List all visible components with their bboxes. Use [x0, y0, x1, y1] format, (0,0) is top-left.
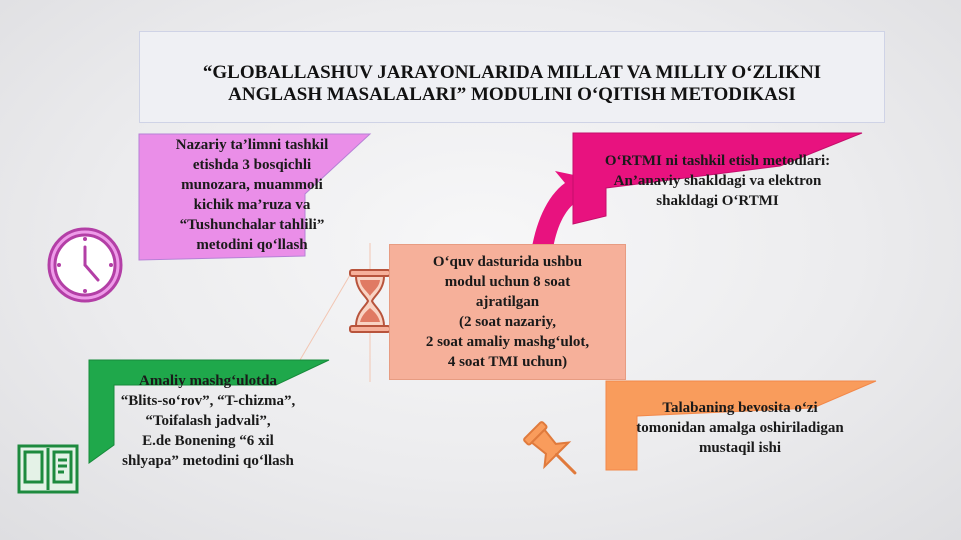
text-line: munozara, muammoli: [181, 177, 323, 193]
title-line-1: “GLOBALLASHUV JARAYONLARIDA MILLAT VA MILLIY O‘ZLIKNI: [202, 62, 822, 83]
text-line: “Tushunchalar tahlili”: [179, 217, 325, 233]
text-line: Nazariy ta’limni tashkil: [175, 137, 329, 153]
text-line: metodini qo‘llash: [196, 237, 308, 253]
text-line: O‘quv dasturida ushbu: [432, 254, 583, 270]
hourglass-icon: [348, 268, 392, 334]
text-line: 2 soat amaliy mashg‘ulot,: [425, 334, 590, 350]
center-text: [426, 252, 589, 372]
text-line: O‘RTMI ni tashkil etish metodlari:: [604, 153, 831, 169]
text-line: shlyapa” metodini qo‘llash: [122, 453, 294, 469]
text-line: Amaliy mashg‘ulotda: [139, 373, 277, 389]
bottom-right-text: [605, 398, 875, 458]
text-line: etishda 3 bosqichli: [192, 157, 312, 173]
text-line: tomonidan amalga oshiriladigan: [636, 420, 844, 436]
text-line: Talabaning bevosita o‘zi: [662, 400, 818, 416]
text-line: 4 soat TMI uchun): [447, 354, 568, 370]
text-line: modul uchun 8 soat: [444, 274, 571, 290]
bottom-left-text: [98, 371, 318, 471]
title-line-2: ANGLASH MASALALARI” MODULINI O‘QITISH METODIKASI: [228, 84, 796, 105]
book-icon: [17, 444, 81, 496]
text-line: kichik ma’ruza va: [193, 197, 311, 213]
text-line: “Blits-so‘rov”, “T-chizma”,: [120, 393, 296, 409]
pushpin-icon: [518, 416, 588, 486]
text-line: An’anaviy shakldagi va elektron: [613, 173, 822, 189]
text-line: shakldagi O‘RTMI: [656, 193, 779, 209]
clock-icon: [45, 225, 125, 305]
text-line: ajratilgan: [475, 294, 540, 310]
text-line: mustaqil ishi: [698, 440, 782, 456]
text-line: E.de Bonening “6 xil: [142, 433, 274, 449]
top-left-text: [142, 135, 362, 255]
center-box: [389, 244, 626, 380]
text-line: (2 soat nazariy,: [458, 314, 557, 330]
text-line: “Toifalash jadvali”,: [145, 413, 271, 429]
top-right-text: [565, 151, 870, 211]
